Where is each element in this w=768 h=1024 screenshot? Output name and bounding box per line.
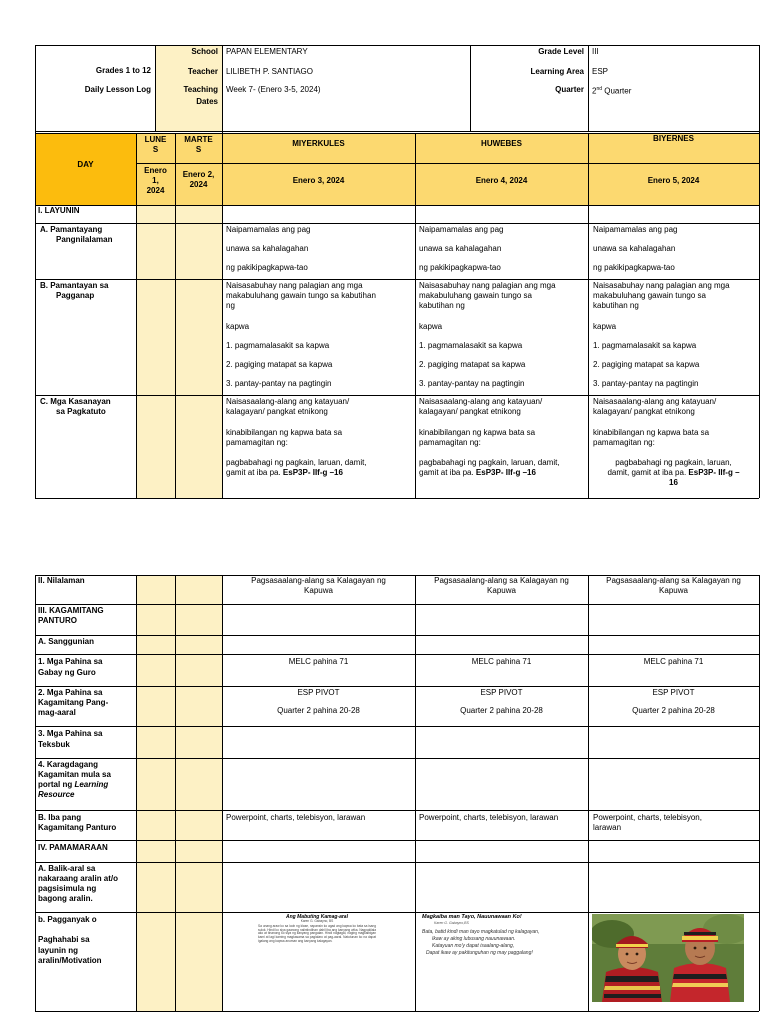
poem-line-2: Ikaw ay aking lubusang nauunawaan. [432, 936, 516, 942]
wed-b-item-3: 3. pantay-pantay na pagtingin [226, 379, 332, 388]
thu-b-kapwa: kapwa [419, 322, 443, 331]
layunin-heading: I. LAYUNIN [38, 206, 80, 215]
fri-b-item-2: 2. pagiging matapat sa kapwa [593, 360, 700, 369]
nilalaman-heading: II. Nilalaman [38, 576, 85, 585]
balik-label-3: pagsisimula ng [38, 884, 97, 893]
fri-c-line-4: pamamagitan ng: [593, 438, 655, 447]
children-photo [592, 914, 744, 1002]
wed-c-line-5: pagbabahagi ng pagkain, laruan, damit, [226, 458, 367, 467]
wed-gabay: MELC pahina 71 [288, 657, 349, 666]
week-value: Week 7- (Enero 3-5, 2024) [226, 85, 321, 94]
kasanayan-label-1: C. Mga Kasanayan [40, 397, 111, 406]
pagganyak-label-2: Paghahabi sa [38, 935, 90, 944]
fri-pivot: ESP PIVOT [652, 688, 695, 697]
wed-b-item-2: 2. pagiging matapat sa kapwa [226, 360, 333, 369]
wed-c-line-1: Naisasaalang-alang ang katayuan/ [226, 397, 350, 406]
fri-a-line-1: Naipamamalas ang pag [593, 225, 678, 234]
story-text: Sa unang araw ko sa loob ng klase, napansin ko agad ang kapwa ko bata sa isang sulok. Hindi ko siya gaanong naiintindihan dahil iba ang kanyang wika. Nagpakilala ako at tinanong ko siya ng kanyang pangalan. Hindi nagtagal, naging magkaibigan kami at lagi kaming magkasama sa paglalaro at pag-aaral. Natutunan ko na dapat igalang ang kapwa anuman ang kanyang kalagayan. [258, 923, 376, 943]
pagganyak-label-3: layunin ng [38, 946, 78, 955]
thu-a-line-2: unawa sa kahalagahan [419, 244, 502, 253]
thu-pivot: ESP PIVOT [480, 688, 523, 697]
thu-nilalaman-2: Kapuwa [487, 586, 516, 595]
lunes-column-fill [136, 205, 175, 498]
fri-c-line-5: pagbabahagi ng pagkain, laruan, [615, 458, 732, 467]
school-value: PAPAN ELEMENTARY [226, 47, 308, 56]
biyernes-date: Enero 5, 2024 [647, 176, 700, 185]
huwebes-date: Enero 4, 2024 [475, 176, 528, 185]
miyerkules-header: MIYERKULES [292, 139, 345, 148]
kagamitan-pang-label-2: Kagamitang Pang- [38, 698, 109, 707]
wed-pivot-pages: Quarter 2 pahina 20-28 [277, 706, 360, 715]
grade-level-value: III [592, 47, 599, 56]
teksbuk-label-1: 3. Mga Pahina sa [38, 729, 103, 738]
martes-column-fill [175, 205, 222, 498]
lunes-header-1: LUNE [144, 135, 167, 144]
poem-line-3: Katayuan mo'y dapat isaalang-alang, [432, 943, 515, 949]
wed-b-item-1: 1. pagmamalasakit sa kapwa [226, 341, 330, 350]
kagamitan-heading-2: PANTURO [38, 616, 77, 625]
daily-lesson-log-label: Daily Lesson Log [84, 85, 151, 94]
pamamaraan-heading: IV. PAMAMARAAN [38, 843, 108, 852]
thu-a-line-1: Naipamamalas ang pag [419, 225, 504, 234]
grades-label: Grades 1 to 12 [95, 66, 151, 75]
wed-b-line-2: makabuluhang gawain tungo sa kabutihan [226, 291, 376, 300]
karagdagang-label-3: portal ng Learning [38, 780, 109, 789]
wed-nilalaman-2: Kapuwa [304, 586, 333, 595]
iba-label-1: B. Iba pang [38, 813, 82, 822]
lunes-column-fill-2 [136, 575, 175, 1012]
pamantayang-label-1: A. Pamantayang [40, 225, 103, 234]
thu-c-line-4: pamamagitan ng: [419, 438, 481, 447]
teksbuk-label-2: Teksbuk [38, 740, 70, 749]
pagganyak-label-4: aralin/Motivation [38, 956, 102, 965]
fri-b-item-3: 3. pantay-pantay na pagtingin [593, 379, 699, 388]
wed-b-line-1: Naisasabuhay nang palagian ang mga [226, 281, 363, 290]
thu-c-line-3: kinabibilangan ng kapwa bata sa [419, 428, 536, 437]
fri-c-code-end: 16 [669, 478, 678, 487]
martes-column-fill-2 [175, 575, 222, 1012]
pagganap-label-2: Pagganap [56, 291, 95, 300]
wed-c-line-2: kalagayan/ pangkat etnikong [226, 407, 328, 416]
thu-b-item-3: 3. pantay-pantay na pagtingin [419, 379, 525, 388]
day-label: DAY [77, 160, 94, 169]
fri-c-code: EsP3P- IIf-g – [688, 468, 740, 477]
pagganyak-label-1: b. Pagganyak o [38, 915, 97, 924]
gabay-label-1: 1. Mga Pahina sa [38, 657, 103, 666]
story-title: Ang Mabuting Kamag-aral [286, 914, 348, 920]
martes-date-2: 2024 [189, 180, 208, 189]
poem-line-1: Bata, batid kindi man tayo magkatulad ng kalagayan, [422, 929, 540, 935]
story-author: Karen G. Gabayno, BS [300, 919, 334, 923]
learning-area-label: Learning Area [530, 67, 584, 76]
thu-a-line-3: ng pakikipagkapwa-tao [419, 263, 501, 272]
school-label: School [191, 47, 218, 56]
karagdagang-label-1: 4. Karagdagang [38, 760, 99, 769]
poem-line-4: Dapat ikaw ay pakitunguhan ng may paggalang! [426, 950, 533, 956]
wed-c-line-3: kinabibilangan ng kapwa bata sa [226, 428, 343, 437]
thu-b-item-2: 2. pagiging matapat sa kapwa [419, 360, 526, 369]
balik-label-2: nakaraang aralin at/o [38, 874, 119, 883]
thu-b-item-1: 1. pagmamalasakit sa kapwa [419, 341, 523, 350]
kagamitan-heading-1: III. KAGAMITANG [38, 606, 104, 615]
fri-a-line-2: unawa sa kahalagahan [593, 244, 676, 253]
karagdagang-label-4: Resource [38, 790, 75, 799]
gabay-label-2: Gabay ng Guro [38, 668, 96, 677]
thu-pivot-pages: Quarter 2 pahina 20-28 [460, 706, 543, 715]
thu-b-line-2: makabuluhang gawain tungo sa [419, 291, 532, 300]
wed-b-line-3: ng [226, 301, 235, 310]
fri-pivot-pages: Quarter 2 pahina 20-28 [632, 706, 715, 715]
wed-a-line-1: Naipamamalas ang pag [226, 225, 311, 234]
fri-c-line-1: Naisasaalang-alang ang katayuan/ [593, 397, 717, 406]
wed-c-line-6: gamit at iba pa. EsP3P- IIf-g –16 [226, 468, 343, 477]
karagdagang-label-2: Kagamitan mula sa [38, 770, 111, 779]
lunes-date-3: 2024 [146, 186, 165, 195]
lunes-header-2: S [152, 145, 159, 154]
biyernes-header: BIYERNES [653, 134, 694, 143]
thu-c-line-6: gamit at iba pa. EsP3P- IIf-g –16 [419, 468, 536, 477]
teaching-dates-label-2: Dates [196, 97, 218, 106]
poem-author: Karen G. Gabayno,BS [434, 921, 469, 925]
iba-label-2: Kagamitang Panturo [38, 823, 117, 832]
fri-b-line-1: Naisasabuhay nang palagian ang mga [593, 281, 730, 290]
fri-c-line-3: kinabibilangan ng kapwa bata sa [593, 428, 710, 437]
balik-label-1: A. Balik-aral sa [38, 864, 96, 873]
thu-c-line-1: Naisasaalang-alang ang katayuan/ [419, 397, 543, 406]
fri-b-line-3: kabutihan ng [593, 301, 639, 310]
fri-b-item-1: 1. pagmamalasakit sa kapwa [593, 341, 697, 350]
fri-nilalaman-1: Pagsasaalang-alang sa Kalagayan ng [606, 576, 741, 585]
teacher-value: LILIBETH P. SANTIAGO [226, 67, 313, 76]
wed-c-line-4: pamamagitan ng: [226, 438, 288, 447]
lunes-date-2: 1, [152, 176, 159, 185]
wed-c-code: EsP3P- IIf-g –16 [282, 468, 343, 477]
fri-c-line-2: kalagayan/ pangkat etnikong [593, 407, 695, 416]
thu-nilalaman-1: Pagsasaalang-alang sa Kalagayan ng [434, 576, 569, 585]
miyerkules-date: Enero 3, 2024 [292, 176, 345, 185]
wed-a-line-2: unawa sa kahalagahan [226, 244, 309, 253]
martes-header-2: S [195, 145, 202, 154]
quarter-value: 2nd Quarter [592, 86, 632, 96]
sanggunian-label: A. Sanggunian [38, 637, 94, 646]
wed-pivot: ESP PIVOT [297, 688, 340, 697]
thu-iba: Powerpoint, charts, telebisyon, larawan [419, 813, 559, 822]
poem-thumbnail [418, 914, 586, 984]
fri-b-kapwa: kapwa [593, 322, 617, 331]
thu-b-line-3: kabutihan ng [419, 301, 465, 310]
kagamitan-pang-label-3: mag-aaral [38, 708, 76, 717]
thu-c-code: EsP3P- IIf-g –16 [475, 468, 536, 477]
martes-date-1: Enero 2, [182, 170, 215, 179]
thu-c-line-2: kalagayan/ pangkat etnikong [419, 407, 521, 416]
kasanayan-label-2: sa Pagkatuto [56, 407, 106, 416]
huwebes-header: HUWEBES [481, 139, 522, 148]
fri-b-line-2: makabuluhang gawain tungo sa [593, 291, 706, 300]
poem-title: Magkaiba man Tayo, Nauunawaan Ko! [422, 914, 522, 920]
lunes-date-1: Enero [144, 166, 167, 175]
pamantayang-label-2: Pangnilalaman [56, 235, 113, 244]
thu-c-line-5: pagbabahagi ng pagkain, laruan, damit, [419, 458, 560, 467]
teacher-label: Teacher [187, 67, 218, 76]
pagganap-label-1: B. Pamantayan sa [40, 281, 109, 290]
wed-a-line-3: ng pakikipagkapwa-tao [226, 263, 308, 272]
wed-iba: Powerpoint, charts, telebisyon, larawan [226, 813, 366, 822]
thu-gabay: MELC pahina 71 [471, 657, 532, 666]
fri-iba-1: Powerpoint, charts, telebisyon, [593, 813, 702, 822]
kagamitan-pang-label-1: 2. Mga Pahina sa [38, 688, 103, 697]
wed-b-kapwa: kapwa [226, 322, 250, 331]
fri-c-line-6: damit, gamit at iba pa. EsP3P- IIf-g – [607, 468, 740, 477]
fri-nilalaman-2: Kapuwa [659, 586, 688, 595]
martes-header-1: MARTE [184, 135, 213, 144]
teaching-dates-label-1: Teaching [183, 85, 218, 94]
quarter-label: Quarter [555, 85, 584, 94]
grade-level-label: Grade Level [538, 47, 584, 56]
story-thumbnail [254, 914, 380, 998]
thu-b-line-1: Naisasabuhay nang palagian ang mga [419, 281, 556, 290]
balik-label-4: bagong aralin. [38, 894, 93, 903]
fri-gabay: MELC pahina 71 [643, 657, 704, 666]
fri-iba-2: larawan [593, 823, 622, 832]
fri-a-line-3: ng pakikipagkapwa-tao [593, 263, 675, 272]
wed-nilalaman-1: Pagsasaalang-alang sa Kalagayan ng [251, 576, 386, 585]
learning-area-value: ESP [592, 67, 609, 76]
